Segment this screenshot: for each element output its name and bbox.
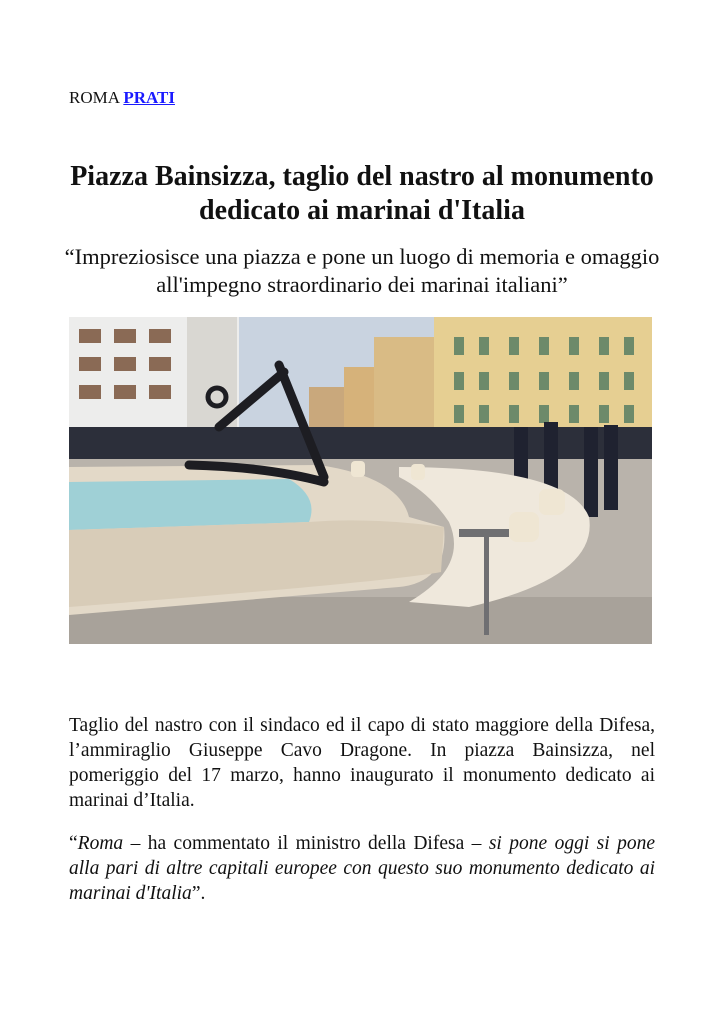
paragraph-2 [69,831,655,906]
anchor-monument-photo [69,317,652,644]
quote-text: si pone oggi si pone alla pari di altre capitali europee con questo suo monumento dedicato ai marinai d'Italia [69,833,655,904]
article-photo [69,317,652,644]
paragraph-1: Taglio del nastro con il sindaco ed il capo di stato maggiore della Difesa, l’ammiraglio Giuseppe Cavo Dragone. In piazza Bainsizza, nel pomeriggio del 17 marzo, hanno inaugurato il monumento dedicato ai marinai d’Italia. [69,715,655,811]
open-quote: “ [69,833,78,854]
article-headline: Piazza Bainsizza, taglio del nastro al monumento dedicato ai marinai d'Italia [70,161,654,226]
article-subhead: “Impreziosisce una piazza e pone un luogo di memoria e omaggio all'impegno straordinario dei marinai italiani” [64,244,660,297]
quote-attribution: – ha commentato il ministro della Difesa – [123,833,489,854]
section-link-prati[interactable]: PRATI [123,88,175,107]
section-kicker [69,88,175,108]
quote-city: Roma [77,833,124,854]
section-label: ROMA [69,88,120,107]
close-quote: ”. [191,883,206,904]
